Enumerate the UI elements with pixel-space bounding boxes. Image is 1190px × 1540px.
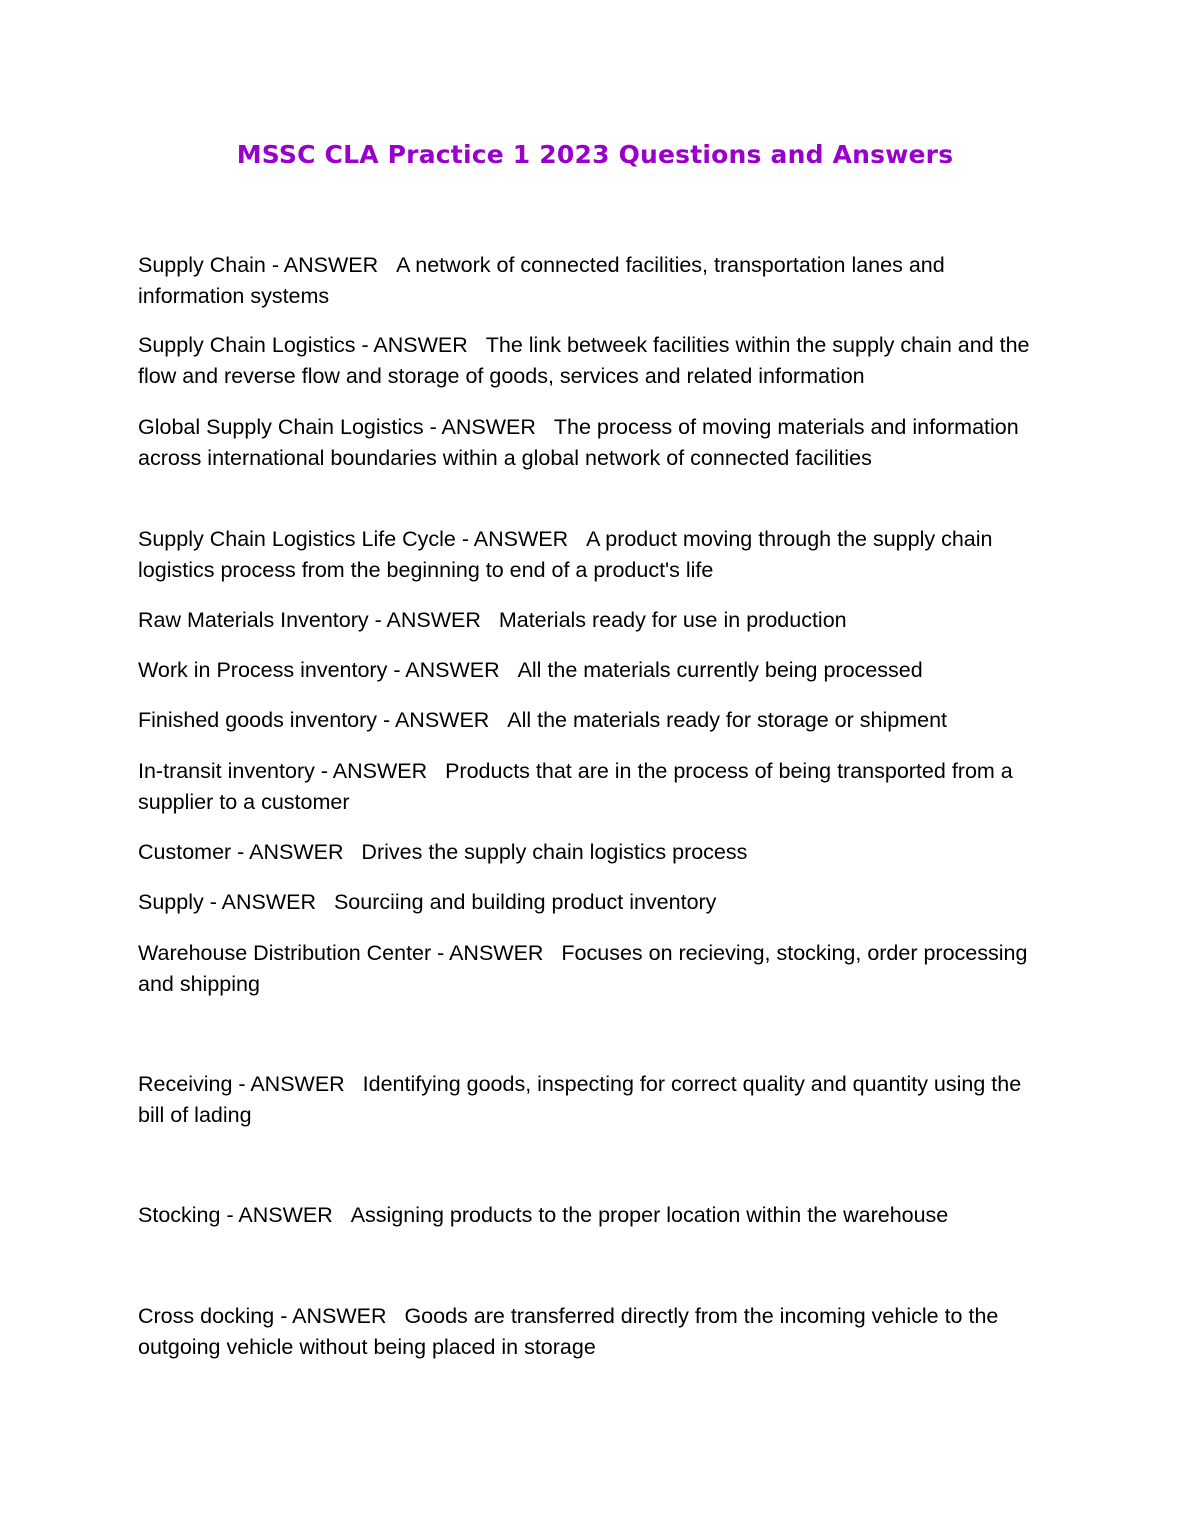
qa-item [138,330,1048,392]
answer-separator: - ANSWER [377,708,496,732]
qa-item [138,756,1048,818]
qa-term: Receiving [138,1072,233,1096]
qa-item [138,412,1048,474]
qa-item [138,887,1048,918]
qa-item [138,938,1048,1000]
page-title: MSSC CLA Practice 1 2023 Questions and Answers [236,140,954,169]
qa-item [138,1200,1048,1231]
qa-definition: Identifying goods, inspecting for correct quality and quantity using the bill of lading [138,1072,1022,1127]
qa-term: Global Supply Chain Logistics [138,415,424,439]
qa-item [138,605,1048,636]
qa-term: Cross docking [138,1304,275,1328]
qa-term: In-transit inventory [138,759,315,783]
qa-term: Customer [138,840,232,864]
qa-term: Finished goods inventory [138,708,378,732]
answer-separator: - ANSWER [431,941,550,965]
qa-definition: All the materials currently being processed [517,658,923,682]
answer-separator: - ANSWER [231,840,350,864]
qa-item [138,250,1048,312]
qa-item [138,524,1048,586]
qa-definition: Materials ready for use in production [498,608,847,632]
qa-definition: Goods are transferred directly from the incoming vehicle to the outgoing vehicle without being placed in storage [138,1304,999,1359]
answer-separator: - ANSWER [387,658,506,682]
qa-term: Supply Chain [138,253,266,277]
qa-item [138,655,1048,686]
answer-separator: - ANSWER [314,759,434,783]
qa-definition: All the materials ready for storage or shipment [507,708,948,732]
qa-term: Stocking [138,1203,221,1227]
qa-definition: The process of moving materials and information across international boundaries within a global network of connected facilities [138,415,1019,470]
qa-term: Supply Chain Logistics [138,333,356,357]
qa-definition: Products that are in the process of being transported from a supplier to a customer [138,759,1013,814]
answer-separator: - ANSWER [355,333,474,357]
qa-definition: Drives the supply chain logistics process [361,840,748,864]
qa-definition: Sourciing and building product inventory [333,890,717,914]
qa-definition: The link betweek facilities within the supply chain and the flow and reverse flow and storage of goods, services and related information [138,333,1030,388]
qa-term: Warehouse Distribution Center [138,941,432,965]
qa-term: Raw Materials Inventory [138,608,369,632]
answer-separator: - ANSWER [265,253,385,277]
qa-item [138,1069,1048,1131]
qa-item [138,705,1048,736]
qa-term: Work in Process inventory [138,658,388,682]
qa-item [138,837,1048,868]
answer-separator: - ANSWER [423,415,542,439]
answer-separator: - ANSWER [368,608,487,632]
qa-definition: Focuses on recieving, stocking, order processing and shipping [138,941,1028,996]
qa-definition: A product moving through the supply chain logistics process from the beginning to end of a product's life [138,527,993,582]
answer-separator: - ANSWER [203,890,323,914]
qa-item [138,1301,1048,1363]
qa-term: Supply [138,890,204,914]
answer-separator: - ANSWER [455,527,575,551]
answer-separator: - ANSWER [274,1304,393,1328]
answer-separator: - ANSWER [220,1203,339,1227]
qa-definition: Assigning products to the proper location within the warehouse [350,1203,949,1227]
answer-separator: - ANSWER [232,1072,351,1096]
qa-definition: A network of connected facilities, transportation lanes and information systems [138,253,945,308]
qa-term: Supply Chain Logistics Life Cycle [138,527,456,551]
